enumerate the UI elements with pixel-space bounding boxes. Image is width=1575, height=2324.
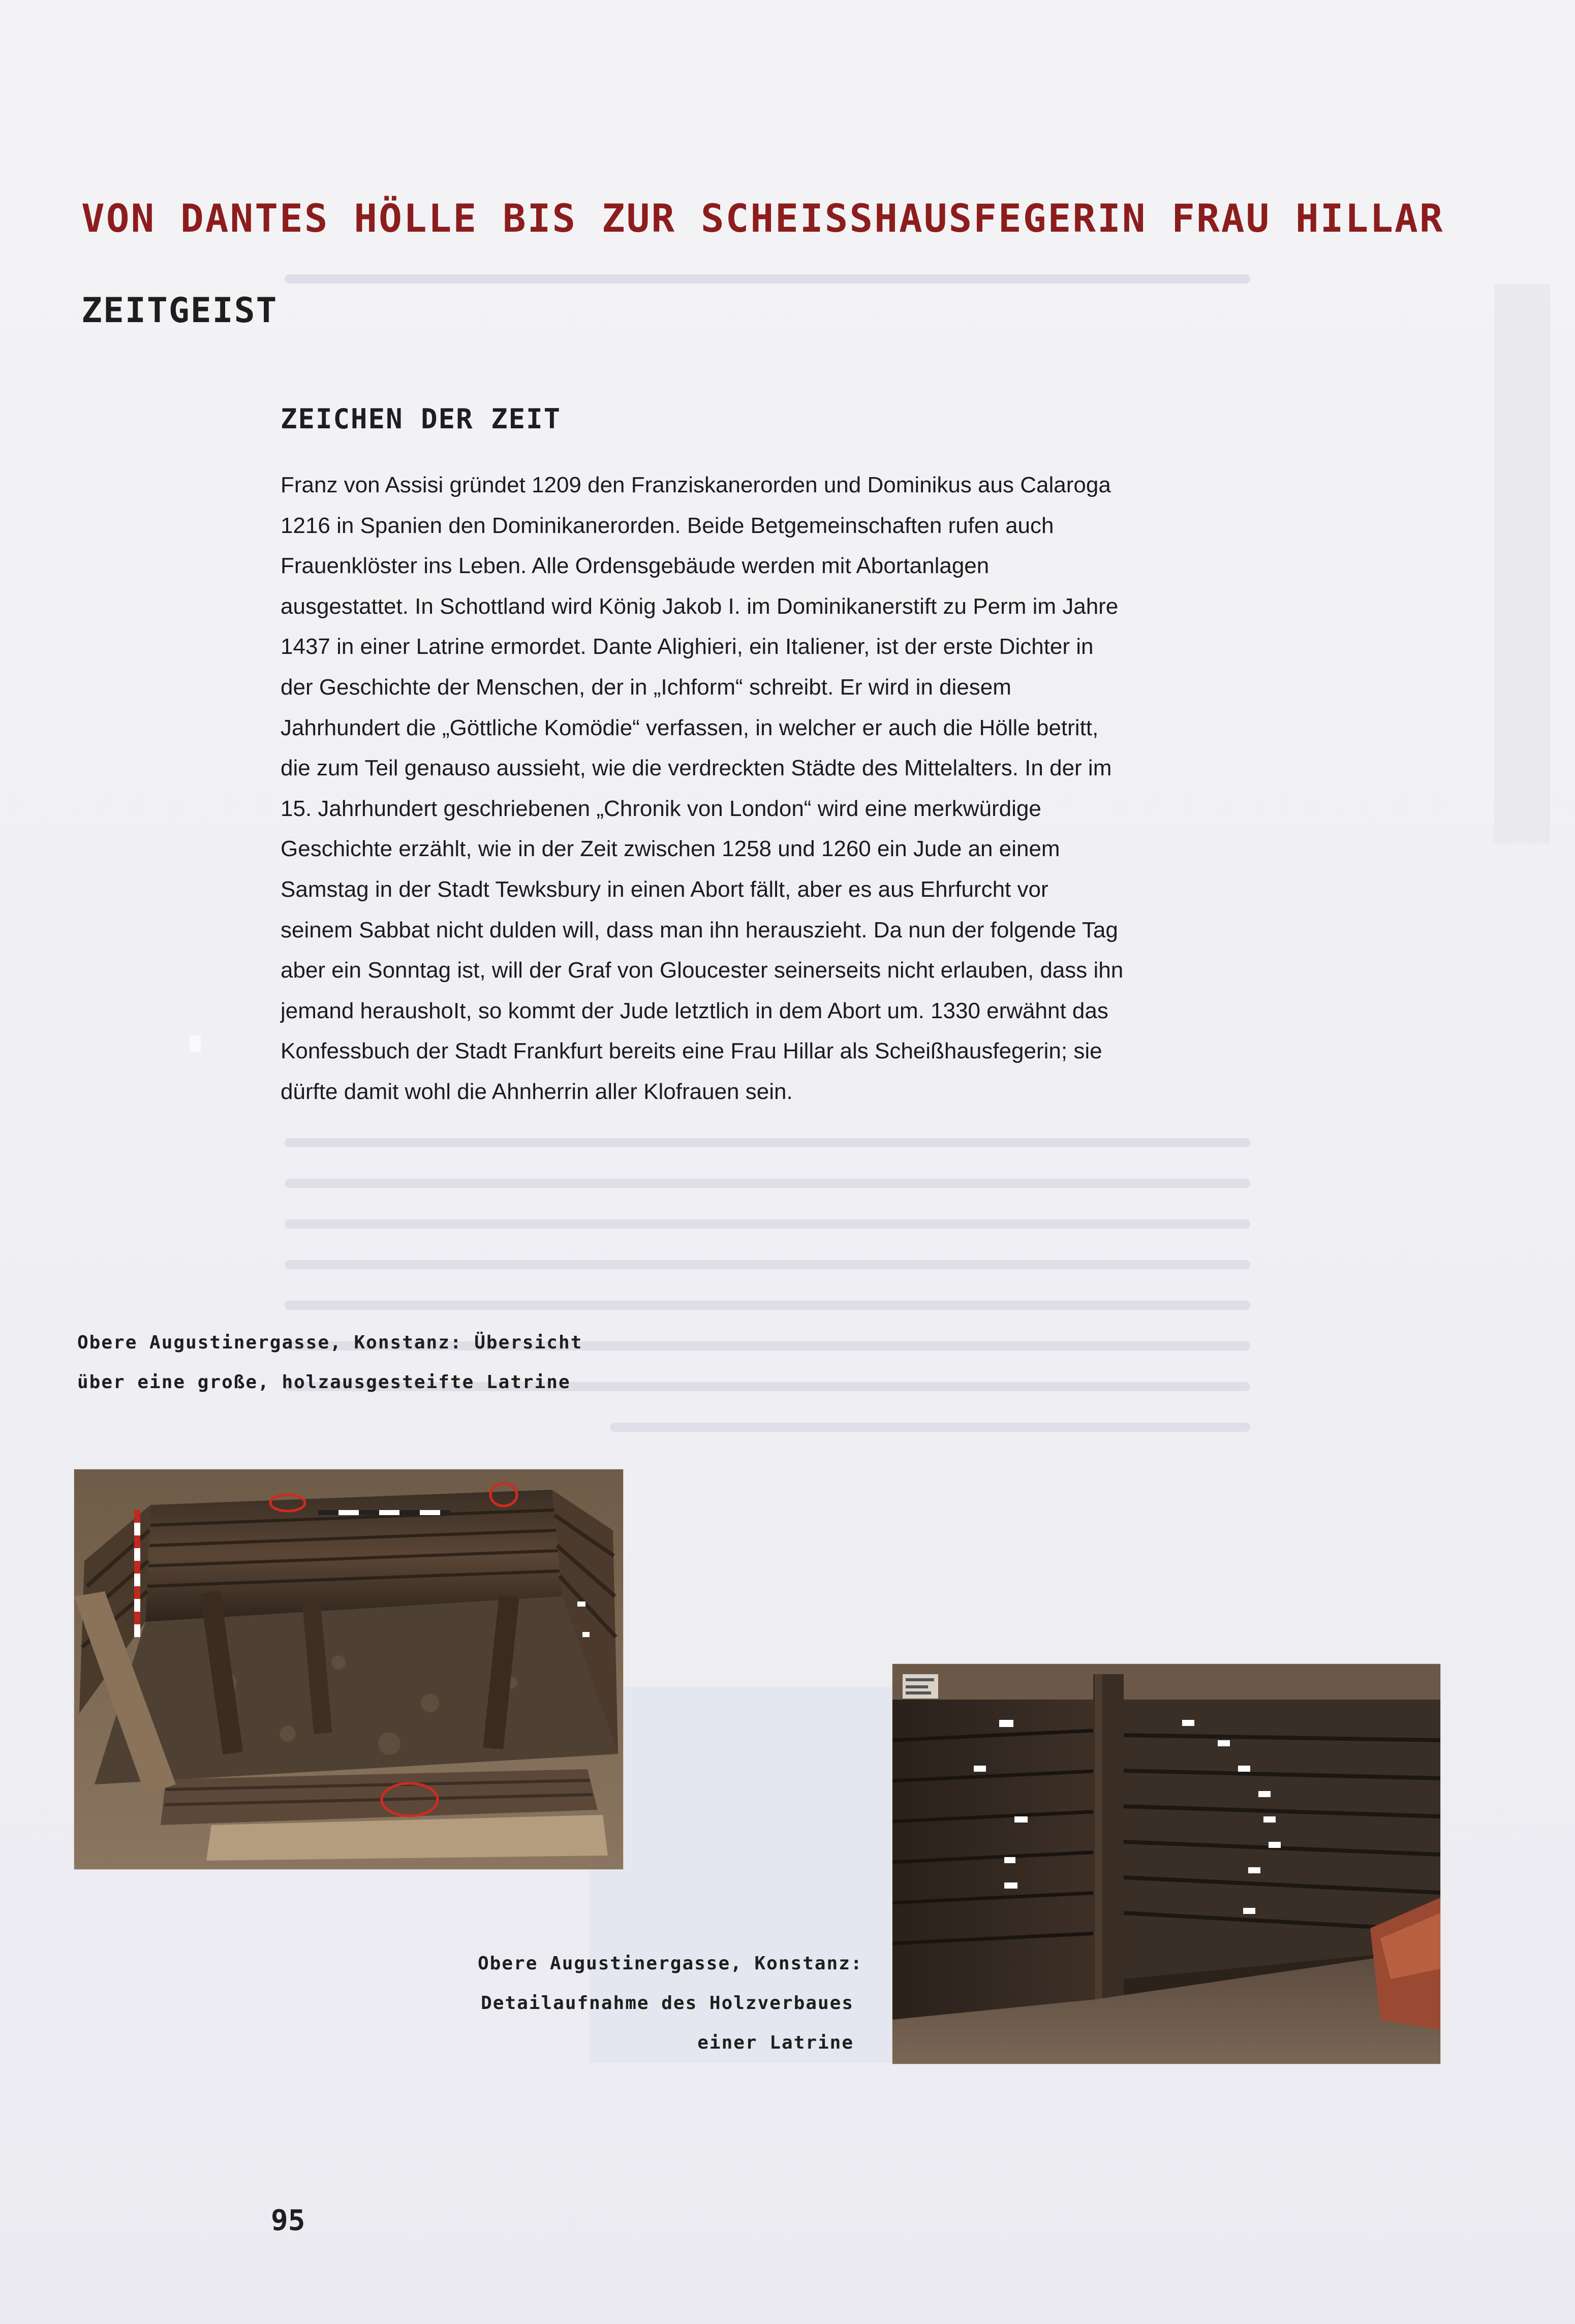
- edge-mark: [190, 1035, 201, 1052]
- show-through-line: [285, 1138, 1250, 1147]
- body-line: ausgestattet. In Schottland wird König Jakob I. im Dominikanerstift zu Perm im Jahre: [281, 593, 1119, 619]
- show-through-line: [285, 1219, 1250, 1229]
- caption-line: über eine große, holzausgesteifte Latrine: [77, 1372, 571, 1393]
- body-line: die zum Teil genauso aussieht, wie die verdreckten Städte des Mittelalters. In der im: [281, 756, 1112, 781]
- body-line: Geschichte erzählt, wie in der Zeit zwischen 1258 und 1260 ein Jude an einem: [281, 836, 1060, 862]
- show-through-line: [285, 1260, 1250, 1269]
- body-line: jemand heraushoIt, so kommt der Jude letztlich in dem Abort um. 1330 erwähnt das: [281, 998, 1108, 1023]
- body-line: 1216 in Spanien den Dominikanerorden. Beide Betgemeinschaften rufen auch: [281, 513, 1054, 538]
- photo-caption-detail: [478, 1944, 863, 2063]
- show-through-line: [285, 1179, 1250, 1188]
- caption-line: Obere Augustinergasse, Konstanz:: [478, 1953, 863, 1974]
- page-number: 95: [271, 2204, 305, 2237]
- caption-line: einer Latrine: [697, 2032, 854, 2053]
- body-line: Franz von Assisi gründet 1209 den Franziskanerorden und Dominikus aus Calaroga: [281, 473, 1111, 497]
- subsection-title: ZEICHEN DER ZEIT: [281, 403, 562, 435]
- body-text: [281, 465, 1241, 1112]
- photo-caption-overview: [77, 1323, 582, 1402]
- body-line: Frauenklöster ins Leben. Alle Ordensgebäude werden mit Abortanlagen: [281, 553, 990, 579]
- show-through-line: [285, 274, 1250, 284]
- body-line: dürfte damit wohl die Ahnherrin aller Klofrauen sein.: [281, 1079, 793, 1104]
- body-line: Jahrhundert die „Göttliche Komödie“ verfassen, in welcher er auch die Hölle betritt,: [281, 715, 1099, 740]
- caption-line: Obere Augustinergasse, Konstanz: Übersicht: [77, 1332, 583, 1353]
- body-line: Samstag in der Stadt Tewksbury in einen Abort fällt, aber es aus Ehrfurcht vor: [281, 876, 1048, 902]
- show-through-image: [1494, 285, 1550, 843]
- latrine-overview-photo: [74, 1469, 623, 1869]
- show-through-line: [285, 1301, 1250, 1310]
- chapter-title: VON DANTES HÖLLE BIS ZUR SCHEISSHAUSFEGERIN FRAU HILLAR: [81, 196, 1444, 241]
- body-line: 15. Jahrhundert geschriebenen „Chronik von London“ wird eine merkwürdige: [281, 796, 1041, 821]
- body-line: 1437 in einer Latrine ermordet. Dante Alighieri, ein Italiener, ist der erste Dichter in: [281, 634, 1094, 659]
- body-line: Konfessbuch der Stadt Frankfurt bereits eine Frau Hillar als Scheißhausfegerin; sie: [281, 1039, 1102, 1064]
- body-line: der Geschichte der Menschen, der in „Ichform“ schreibt. Er wird in diesem: [281, 674, 1011, 700]
- show-through-line: [610, 1423, 1250, 1432]
- latrine-detail-photo: [892, 1664, 1440, 2064]
- body-line: aber ein Sonntag ist, will der Graf von Gloucester seinerseits nicht erlauben, dass ihn: [281, 958, 1124, 983]
- caption-line: Detailaufnahme des Holzverbaues: [481, 1993, 854, 2014]
- section-title: ZEITGEIST: [81, 291, 278, 331]
- body-line: seinem Sabbat nicht dulden will, dass man ihn herauszieht. Da nun der folgende Tag: [281, 917, 1118, 943]
